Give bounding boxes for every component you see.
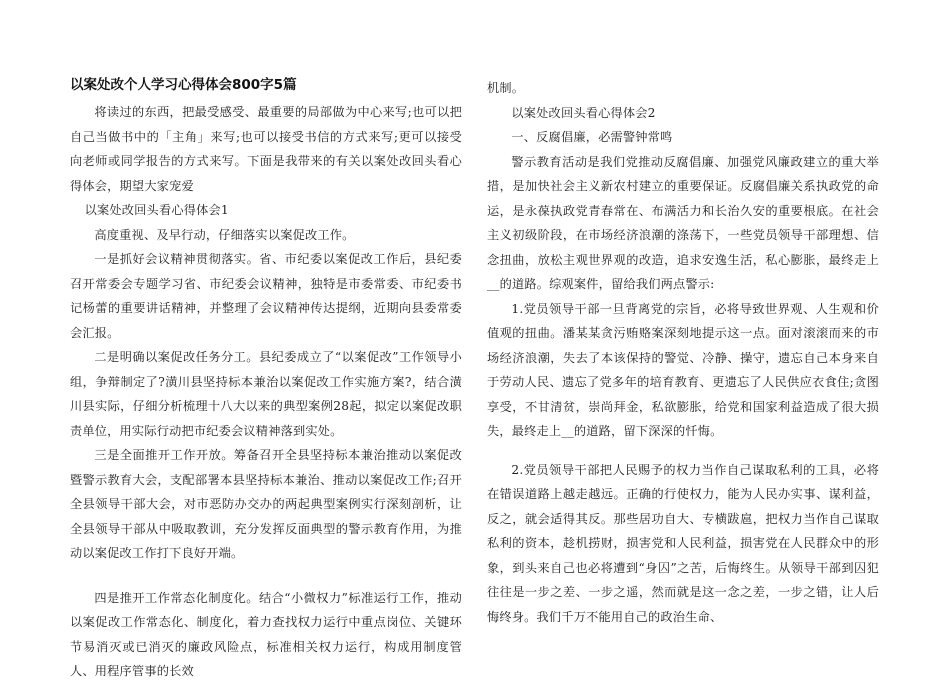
paragraph: 二是明确以案促改任务分工。县纪委成立了“以案促改”工作领导小组，争辩制定了?潢川县坚持标本兼治以案促改工作实施方案?，结合潢川县实际，仔细分析梳理十八大以来的典型案例28起，拟定以案促改职责单位，用实际行动把市纪委会议精神落到实处。: [70, 350, 462, 438]
document-title: 以案处改个人学习心得体会800字5篇: [70, 77, 297, 93]
paragraph: 2.党员领导干部把人民赐予的权力当作自己谋取私利的工具，必将在错误道路上越走越远。正确的行使权力，能为人民办实事、谋利益，反之，就会适得其反。那些居功自大、专横跋扈，把权力当作自己谋取私利的资本，趁机捞财，损害党和人民利益，损害党在人民群众中的形象，到头来自己也必将遭到“身囚”之苦，后悔终生。从领导干部到囚犯往往是一步之差、一步之遥，然而就是这一念之差，一步之错，让人后悔终身。我们千万不能用自己的政治生命、: [487, 462, 879, 624]
section-heading-1: 以案处改回头看心得体会1: [84, 203, 229, 217]
paragraph: 三是全面推开工作开放。筹备召开全县坚持标本兼治推动以案促改暨警示教育大会，支配部署本县坚持标本兼治、推动以案促改工作;召开全县领导干部大会，对市恶防办交办的两起典型案例实行深刻剖析，让全县领导干部从中吸取教训，充分发挥反面典型的警示教育作用，为推动以案促改工作打下良好开端。: [70, 448, 462, 560]
left-column: [70, 76, 462, 684]
paragraph: 高度重视、及早行动，仔细落实以案促改工作。: [94, 227, 355, 242]
right-column: [487, 76, 879, 629]
paragraph: 四是推开工作常态化制度化。结合“小微权力”标准运行工作，推动以案促改工作常态化、制度化，着力查找权力运行中重点岗位、关键环节易消灭或已消灭的廉政风险点，标准相关权力运行，构成用制度管人、用程序管事的长效: [70, 590, 462, 678]
paragraph: 一是抓好会议精神贯彻落实。省、市纪委以案促改工作后，县纪委召开常委会专题学习省、市纪委会议精神，独特是市委常委、市纪委书记杨蕾的重要讲话精神，并整理了会议精神传达提纲，近期向县委常委会汇报。: [70, 252, 462, 340]
paragraph-continuation: 机制。: [487, 81, 525, 95]
subsection-heading: 一、反腐倡廉，必需警钟常鸣: [511, 130, 673, 144]
intro-paragraph: 将读过的东西，把最受感受、最重要的局部做为中心来写;也可以把自己当做书中的「主角」来写;也可以接受书信的方式来写;更可以接受向老师或同学报告的方式来写。下面是我带来的有关以案处改回头看心得体会，期望大家宠爱: [70, 105, 462, 193]
section-heading-2: 以案处改回头看心得体会2: [511, 105, 656, 120]
paragraph: 警示教育活动是我们党推动反腐倡廉、加强党风廉政建立的重大举措，是加快社会主义新农村建立的重要保证。反腐倡廉关系执政党的命运，是永葆执政党青春常在、布满活力和长治久安的重要根底。在社会主义初级阶段，在市场经济浪潮的涤荡下，一些党员领导干部理想、信念扭曲，放松主观世界观的改造，追求安逸生活，私心膨胀，最终走上__的道路。综观案件，留给我们两点警示:: [487, 154, 879, 291]
paragraph: 1.党员领导干部一旦背离党的宗旨，必将导致世界观、人生观和价值观的扭曲。潘某某贪污贿赂案深刻地提示这一点。面对滚滚而来的市场经济浪潮，失去了本该保持的警觉、冷静、操守，遗忘自己本身来自于劳动人民、遗忘了党多年的培育教育、更遗忘了人民供应衣食住;贪图享受，不甘清贫，崇尚拜金，私欲膨胀，给党和国家利益造成了很大损失，最终走上__的道路，留下深深的忏悔。: [487, 301, 879, 438]
